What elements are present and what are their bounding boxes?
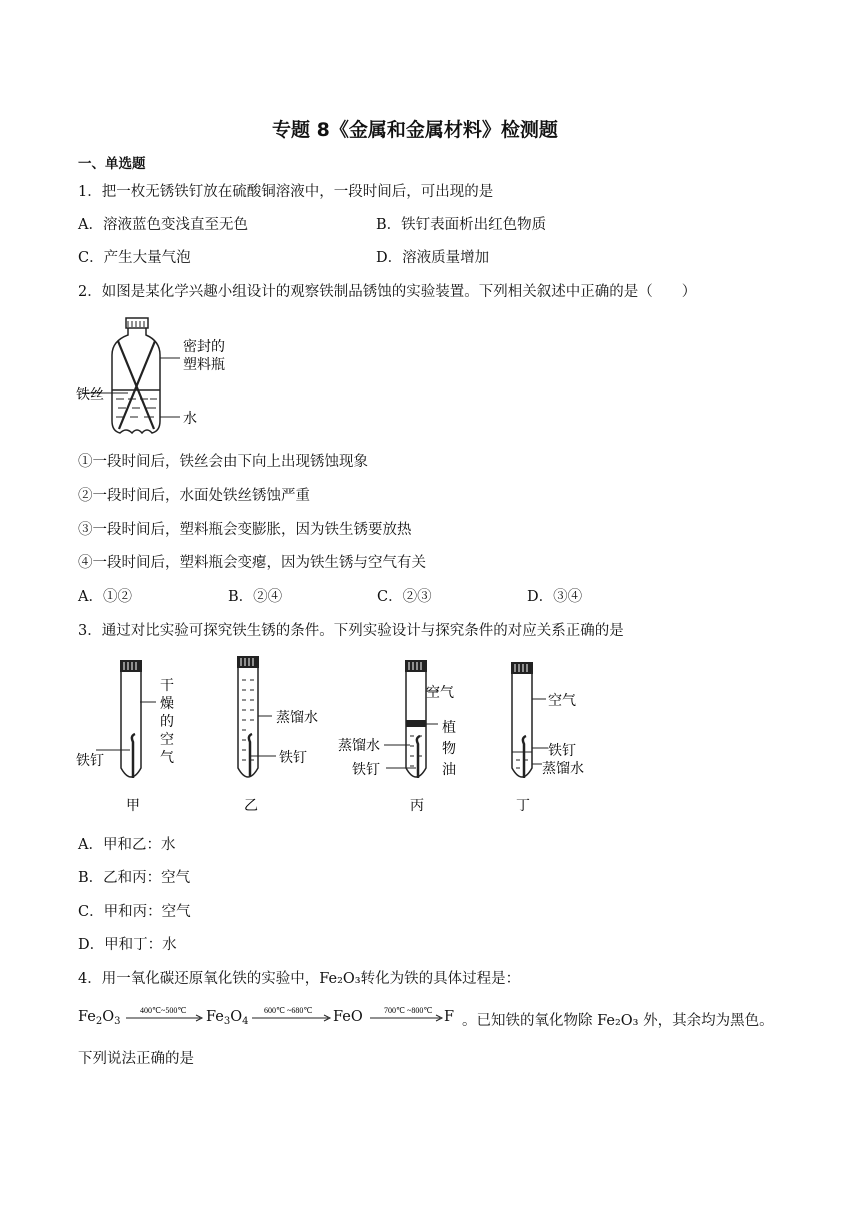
q2-option-c: C．②③ [377, 589, 432, 605]
q2-statement-3: ③一段时间后，塑料瓶会变膨胀，因为铁生锈要放热 [78, 522, 412, 538]
tube-bing [405, 660, 427, 778]
q1-option-b: B．铁钉表面析出红色物质 [376, 217, 547, 233]
q1-option-c: C．产生大量气泡 [78, 250, 191, 266]
q3-option-d: D．甲和丁：水 [78, 937, 177, 953]
svg-text:燥: 燥 [160, 696, 174, 712]
tube-bing-nail: 铁钉 [352, 762, 380, 778]
tube-yi-nail: 铁钉 [279, 750, 307, 766]
bottle-label-bottle: 塑料瓶 [183, 357, 225, 373]
question-1-stem: 1．把一枚无锈铁钉放在硫酸铜溶液中，一段时间后，可出现的是 [78, 184, 494, 200]
tube-yi-name: 乙 [244, 798, 258, 814]
q3-option-a: A．甲和乙：水 [78, 837, 176, 853]
section-heading: 一、单选题 [78, 156, 146, 172]
question-4-follow: 下列说法正确的是 [78, 1051, 194, 1067]
question-3-stem: 3．通过对比实验可探究铁生锈的条件。下列实验设计与探究条件的对应关系正确的是 [78, 623, 624, 639]
tube-bing-name: 丙 [410, 798, 424, 814]
svg-text:400℃~500℃: 400℃~500℃ [140, 1006, 187, 1015]
tube-ding [511, 662, 533, 778]
svg-text:600℃ ~680℃: 600℃ ~680℃ [264, 1006, 313, 1015]
svg-text:干: 干 [160, 678, 174, 694]
reaction-feo: FeO [333, 1009, 363, 1025]
reaction-sequence: $Fe_2O_3$ 400℃~500℃ $Fe_3O_4$ 600℃ ~680℃ FeO 700℃ ~800℃ F 。已知铁的氧化物除 Fe₂O₃ 外，其余均为黑色。 [78, 1006, 774, 1029]
question-2-stem: 2．如图是某化学兴趣小组设计的观察铁制品锈蚀的实验装置。下列相关叙述中正确的是（ ） [78, 284, 697, 300]
tube-ding-air: 空气 [548, 693, 576, 709]
reaction-arrow-3 [368, 1005, 444, 1027]
reaction-tail: 。已知铁的氧化物除 Fe₂O₃ 外，其余均为黑色。 [462, 1013, 774, 1029]
q2-option-d: D．③④ [527, 589, 583, 605]
tube-yi-water: 蒸馏水 [276, 710, 318, 726]
tube-jia-nail: 铁钉 [76, 753, 104, 769]
q2-statement-2: ②一段时间后，水面处铁丝锈蚀严重 [78, 488, 310, 504]
question-4-stem: 4．用一氧化碳还原氧化铁的实验中，Fe₂O₃转化为铁的具体过程是： [78, 971, 521, 987]
q2-option-b: B．②④ [228, 589, 283, 605]
svg-text:空: 空 [160, 732, 174, 748]
q2-option-a: A．①② [78, 589, 132, 605]
reaction-arrow-2 [250, 1005, 332, 1027]
tube-jia [120, 660, 142, 778]
tube-ding-water: 蒸馏水 [542, 761, 584, 777]
svg-text:物: 物 [442, 741, 456, 757]
tube-jia-name: 甲 [126, 798, 140, 814]
q2-statement-4: ④一段时间后，塑料瓶会变瘪，因为铁生锈与空气有关 [78, 555, 426, 571]
svg-text:油: 油 [442, 762, 456, 778]
reaction-arrow-1 [124, 1005, 204, 1027]
bottle-label-water: 水 [183, 411, 197, 427]
svg-text:700℃ ~800℃: 700℃ ~800℃ [384, 1006, 433, 1015]
svg-text:气: 气 [160, 750, 174, 766]
page-title: 专题 8《金属和金属材料》检测题 [272, 119, 558, 141]
tube-yi [237, 656, 259, 777]
q3-option-c: C．甲和丙：空气 [78, 904, 191, 920]
svg-text:的: 的 [160, 714, 174, 730]
tube-ding-name: 丁 [516, 798, 530, 814]
reaction-fe: F [444, 1009, 457, 1025]
tube-bing-air: 空气 [426, 685, 454, 701]
q1-option-d: D．溶液质量增加 [376, 250, 490, 266]
test-tubes-figure [76, 652, 656, 817]
q1-option-a: A．溶液蓝色变浅直至无色 [78, 217, 248, 233]
q2-statement-1: ①一段时间后，铁丝会由下向上出现锈蚀现象 [78, 454, 368, 470]
bottle-figure [76, 313, 246, 443]
tube-bing-water: 蒸馏水 [338, 738, 380, 754]
svg-text:植: 植 [442, 720, 456, 736]
q3-option-b: B．乙和丙：空气 [78, 870, 191, 886]
bottle-label-wire: 铁丝 [76, 387, 104, 403]
bottle-label-sealed: 密封的 [183, 339, 225, 355]
tube-ding-nail: 铁钉 [548, 743, 576, 759]
